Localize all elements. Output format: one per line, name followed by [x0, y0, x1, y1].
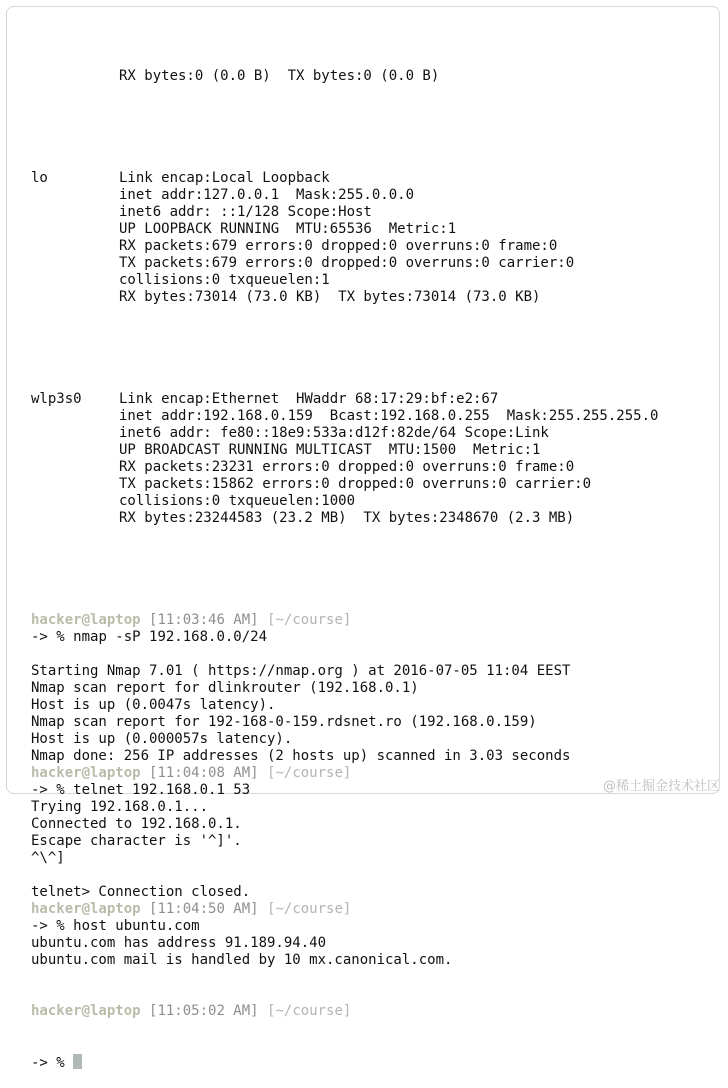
interface-detail: TX packets:679 errors:0 dropped:0 overruns:0 carrier:0	[119, 255, 575, 271]
interface-line	[31, 170, 728, 187]
interface-line	[31, 204, 728, 221]
interface-detail: collisions:0 txqueuelen:1000	[119, 493, 356, 509]
command-text: telnet 192.168.0.1 53	[73, 782, 251, 798]
text-cursor	[73, 1054, 82, 1069]
interface-detail: Link encap:Ethernet HWaddr 68:17:29:bf:e2:67	[119, 391, 499, 407]
output-line: Host is up (0.0047s latency).	[31, 697, 276, 713]
output-line: Nmap scan report for 192-168-0-159.rdsnet.ro (192.168.0.159)	[31, 714, 537, 730]
output-line: ubuntu.com has address 91.189.94.40	[31, 935, 327, 951]
output-line	[31, 646, 728, 663]
terminal-output[interactable]	[31, 34, 728, 1088]
output-line: ubuntu.com mail is handled by 10 mx.canonical.com.	[31, 952, 453, 968]
prompt-time: [11:03:46 AM]	[149, 612, 259, 628]
output-line: ^\^]	[31, 850, 65, 866]
output-line: Escape character is '^]'.	[31, 833, 242, 849]
interface-detail: RX bytes:23244583 (23.2 MB) TX bytes:2348670 (2.3 MB)	[119, 510, 575, 526]
interface-line	[31, 510, 728, 527]
interface-name: lo	[31, 170, 48, 186]
prompt-user: hacker@laptop	[31, 1003, 141, 1019]
interface-detail: TX packets:15862 errors:0 dropped:0 overruns:0 carrier:0	[119, 476, 592, 492]
interface-detail: RX packets:679 errors:0 dropped:0 overruns:0 frame:0	[119, 238, 558, 254]
interface-detail: RX packets:23231 errors:0 dropped:0 overruns:0 frame:0	[119, 459, 575, 475]
interface-line	[31, 493, 728, 510]
prompt-time: [11:05:02 AM]	[149, 1003, 259, 1019]
interface-line	[31, 408, 728, 425]
interface-detail: UP BROADCAST RUNNING MULTICAST MTU:1500 Metric:1	[119, 442, 541, 458]
command-line	[31, 629, 728, 646]
prompt-user: hacker@laptop	[31, 901, 141, 917]
command-text: nmap -sP 192.168.0.0/24	[73, 629, 268, 645]
prompt-user: hacker@laptop	[31, 765, 141, 781]
output-line	[31, 867, 728, 884]
output-line: Nmap scan report for dlinkrouter (192.168.0.1)	[31, 680, 419, 696]
interface-line	[31, 459, 728, 476]
output-line: telnet> Connection closed.	[31, 884, 251, 900]
interface-detail: inet addr:192.168.0.159 Bcast:192.168.0.255 Mask:255.255.255.0	[119, 408, 659, 424]
interface-line	[31, 255, 728, 272]
interface-line	[31, 476, 728, 493]
interface-name: wlp3s0	[31, 391, 82, 407]
final-prompt-line[interactable]: -> %	[31, 1054, 728, 1071]
interface-line	[31, 221, 728, 238]
interface-line	[31, 272, 728, 289]
prompt-symbol: -> %	[31, 918, 65, 934]
interface-detail: RX bytes:73014 (73.0 KB) TX bytes:73014 (73.0 KB)	[119, 289, 541, 305]
interface-detail: Link encap:Local Loopback	[119, 170, 330, 186]
prompt-user: hacker@laptop	[31, 612, 141, 628]
interface-detail: inet6 addr: ::1/128 Scope:Host	[119, 204, 372, 220]
interface-line	[31, 187, 728, 204]
output-line: Connected to 192.168.0.1.	[31, 816, 242, 832]
prompt-dir: [~/course]	[267, 1003, 352, 1019]
interface-line	[31, 425, 728, 442]
interface-detail: inet6 addr: fe80::18e9:533a:d12f:82de/64 Scope:Link	[119, 425, 549, 441]
interface-line	[31, 238, 728, 255]
output-line: Host is up (0.000057s latency).	[31, 731, 293, 747]
prompt-dir: [~/course]	[267, 901, 352, 917]
interface-line	[31, 442, 728, 459]
command-line	[31, 918, 728, 935]
lo-interface-block	[31, 170, 728, 306]
prompt-header	[31, 612, 728, 629]
final-prompt-header	[31, 1003, 728, 1020]
wlp-interface-block	[31, 391, 728, 527]
interface-detail: collisions:0 txqueuelen:1	[119, 272, 330, 288]
interface-line	[31, 289, 728, 306]
prompt-symbol: -> %	[31, 782, 65, 798]
prompt-time: [11:04:50 AM]	[149, 901, 259, 917]
eth-bytes-line: RX bytes:0 (0.0 B) TX bytes:0 (0.0 B)	[119, 68, 440, 84]
output-line: Nmap done: 256 IP addresses (2 hosts up) scanned in 3.03 seconds	[31, 748, 571, 764]
watermark: @稀土掘金技术社区	[602, 779, 720, 794]
prompt-header	[31, 901, 728, 918]
output-line: Starting Nmap 7.01 ( https://nmap.org ) at 2016-07-05 11:04 EEST	[31, 663, 571, 679]
prompt-dir: [~/course]	[267, 765, 352, 781]
prompt-symbol: -> %	[31, 629, 65, 645]
interface-detail: inet addr:127.0.0.1 Mask:255.0.0.0	[119, 187, 415, 203]
interface-detail: UP LOOPBACK RUNNING MTU:65536 Metric:1	[119, 221, 457, 237]
interface-line	[31, 391, 728, 408]
prompt-dir: [~/course]	[267, 612, 352, 628]
prompt-time: [11:04:08 AM]	[149, 765, 259, 781]
command-text: host ubuntu.com	[73, 918, 200, 934]
output-line: Trying 192.168.0.1...	[31, 799, 209, 815]
